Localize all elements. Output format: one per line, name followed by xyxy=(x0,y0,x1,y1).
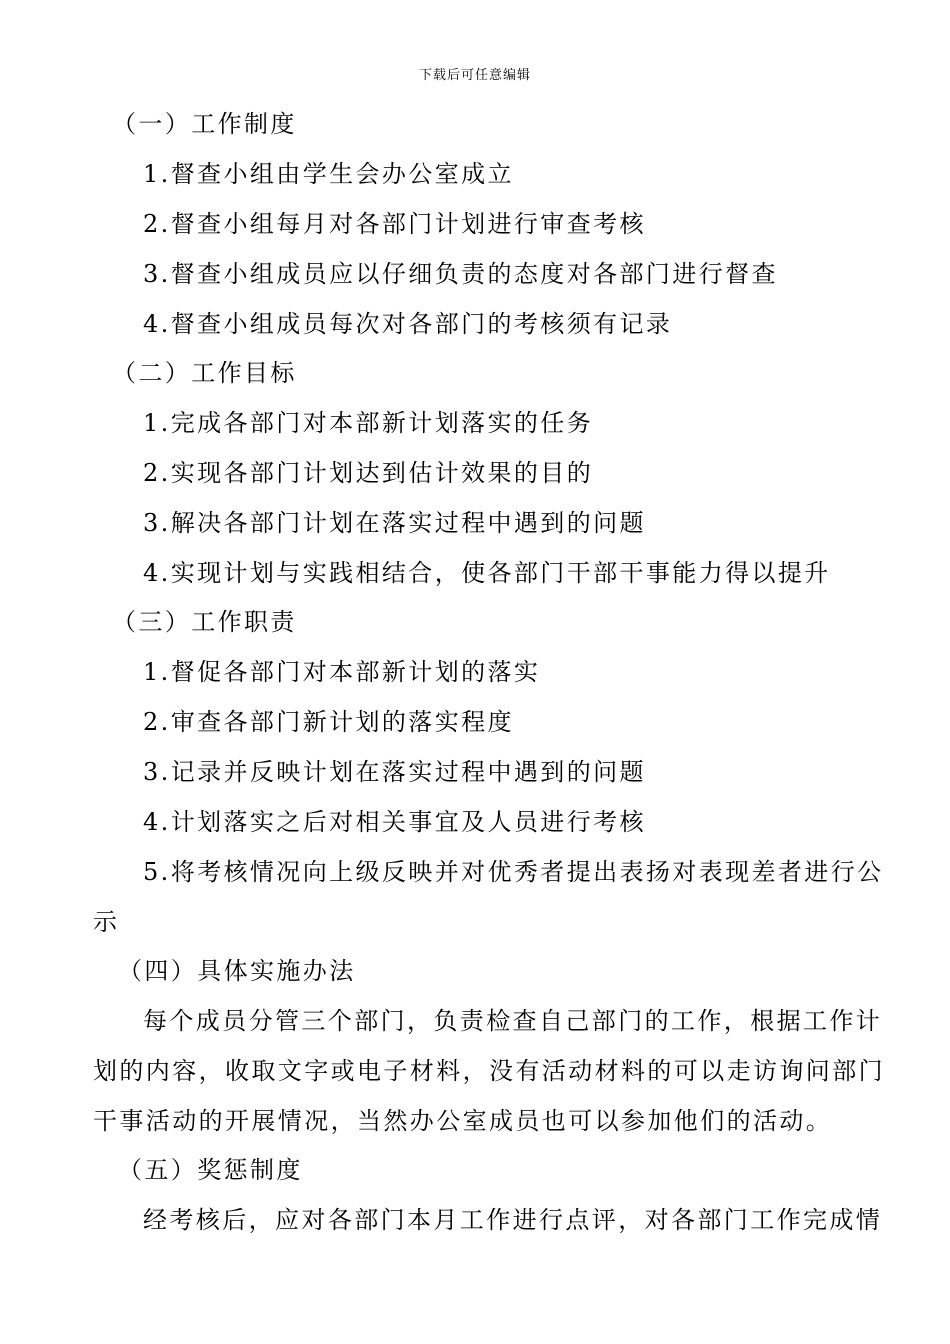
list-item: 3.督查小组成员应以仔细负责的态度对各部门进行督查 xyxy=(143,260,778,288)
section-heading-3: （三）工作职责 xyxy=(112,608,297,636)
list-item: 1.督促各部门对本部新计划的落实 xyxy=(143,658,541,686)
list-item: 2.审查各部门新计划的落实程度 xyxy=(143,708,514,736)
section-heading-1: （一）工作制度 xyxy=(112,110,297,138)
list-item-continuation: 示 xyxy=(93,908,120,936)
list-item: 1.督查小组由学生会办公室成立 xyxy=(143,160,514,188)
list-item: 4.实现计划与实践相结合，使各部门干部干事能力得以提升 xyxy=(143,559,831,587)
list-item: 4.督查小组成员每次对各部门的考核须有记录 xyxy=(143,310,673,338)
section-heading-5: （五）奖惩制度 xyxy=(118,1156,303,1184)
paragraph-line: 划的内容，收取文字或电子材料，没有活动材料的可以走访询问部门 xyxy=(93,1057,885,1085)
header-note: 下载后可任意编辑 xyxy=(418,68,531,83)
list-item: 1.完成各部门对本部新计划落实的任务 xyxy=(143,409,594,437)
paragraph-line: 干事活动的开展情况，当然办公室成员也可以参加他们的活动。 xyxy=(93,1107,833,1135)
list-item: 3.记录并反映计划在落实过程中遇到的问题 xyxy=(143,758,646,786)
section-heading-4: （四）具体实施办法 xyxy=(118,957,356,985)
list-item: 5.将考核情况向上级反映并对优秀者提出表扬对表现差者进行公 xyxy=(143,858,884,886)
paragraph-line: 经考核后，应对各部门本月工作进行点评，对各部门工作完成情 xyxy=(143,1206,883,1234)
section-heading-2: （二）工作目标 xyxy=(112,359,297,387)
paragraph-line: 每个成员分管三个部门，负责检查自己部门的工作，根据工作计 xyxy=(143,1007,883,1035)
list-item: 2.实现各部门计划达到估计效果的目的 xyxy=(143,459,594,487)
list-item: 2.督查小组每月对各部门计划进行审查考核 xyxy=(143,210,646,238)
list-item: 3.解决各部门计划在落实过程中遇到的问题 xyxy=(143,509,646,537)
list-item: 4.计划落实之后对相关事宜及人员进行考核 xyxy=(143,808,646,836)
